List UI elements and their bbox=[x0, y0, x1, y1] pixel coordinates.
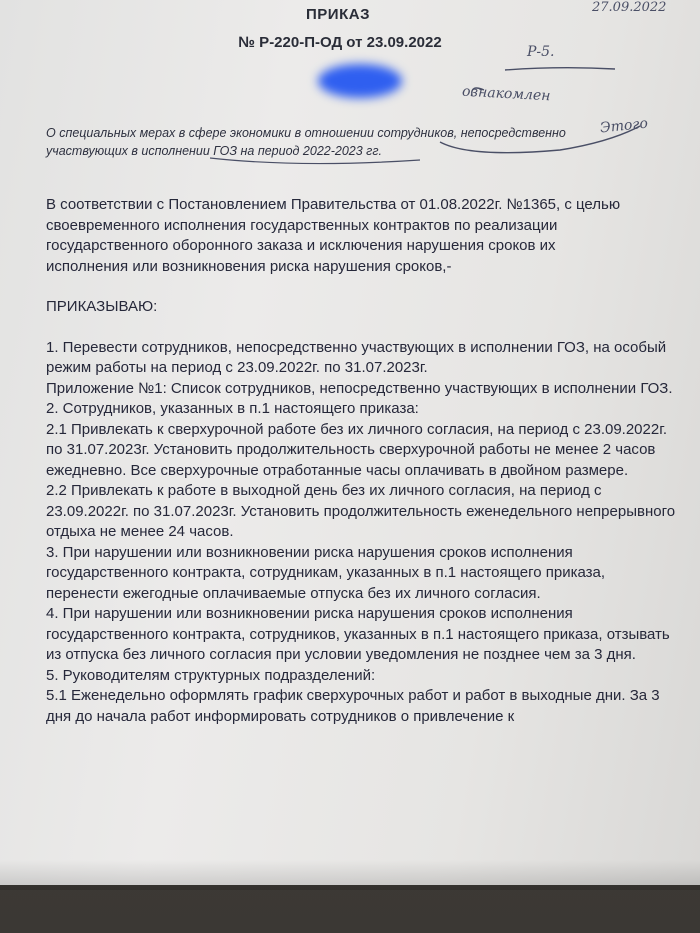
clause-3: 3. При нарушении или возникновении риска нарушения сроков исполнения государственного контракта, сотрудникам, указанных в п.1 настоящего приказа, перенести ежегодные оплачиваемые отпуска без их личного согласия. bbox=[46, 543, 606, 602]
document-body bbox=[46, 195, 686, 727]
paper-edge-shadow bbox=[0, 860, 700, 890]
clause-2-2: 2.2 Привлекать к работе в выходной день без их личного согласия, на период с 23.09.2022г. по 31.07.2023г. Установить продолжительность еженедельного непрерывного отдыха не менее 24 часов. bbox=[46, 482, 676, 540]
clause-2: 2. Сотрудников, указанных в п.1 настоящего приказа: bbox=[46, 400, 419, 417]
clause-2-1: 2.1 Привлекать к сверхурочной работе без их личного согласия, на период с 23.09.2022г. по 31.07.2023г. Установить продолжительность сверхурочной работы не менее 2 часов ежедневно. Все сверхурочные отработанные часы оплачивать в двойном размере. bbox=[46, 420, 668, 479]
clause-4: 4. При нарушении или возникновении риска нарушения сроков исполнения государственного контракта, сотрудников, указанных в п.1 настоящего приказа, отзывать из отпуска без личного согласия при условии уведомления не позднее чем за 3 дня. bbox=[46, 605, 670, 663]
subject-line-1: О специальных мерах в сфере экономики в отношении сотрудников, непосредственно bbox=[46, 126, 566, 140]
handwritten-strokes bbox=[0, 0, 700, 200]
handwritten-note-ref: Р-5. bbox=[527, 44, 555, 60]
order-heading: ПРИКАЗЫВАЮ: bbox=[46, 298, 158, 315]
handwritten-note-extra: Этого bbox=[599, 115, 649, 137]
clause-1: 1. Перевести сотрудников, непосредственно участвующих в исполнении ГОЗ, на особый режим работы на период с 23.09.2022г. по 31.07.2023г. bbox=[46, 338, 667, 376]
clause-appendix: Приложение №1: Список сотрудников, непосредственно участвующих в исполнении ГОЗ. bbox=[46, 379, 673, 397]
subject-line-2: участвующих в исполнении ГОЗ на период 2022-2023 гг. bbox=[46, 144, 382, 158]
clause-5: 5. Руководителям структурных подразделений: bbox=[46, 666, 376, 684]
preamble-paragraph: В соответствии с Постановлением Правительства от 01.08.2022г. №1365, с целью своевременного исполнения государственных контрактов по реализации государственного оборонного заказа и исключения нарушения сроков их исполнения или возникновения риска нарушения сроков,- bbox=[46, 196, 621, 275]
order-number: № Р-220-П-ОД от 23.09.2022 bbox=[238, 34, 442, 51]
handwritten-note-acknowledged: ознакомлен bbox=[461, 83, 551, 105]
clause-5-1: 5.1 Еженедельно оформлять график сверхурочных работ и работ в выходные дни. За 3 дня до начала работ информировать сотрудников о привлечение к bbox=[46, 687, 660, 725]
document-title: ПРИКАЗ bbox=[306, 6, 370, 23]
handwritten-date: 27.09.2022 bbox=[592, 0, 667, 15]
